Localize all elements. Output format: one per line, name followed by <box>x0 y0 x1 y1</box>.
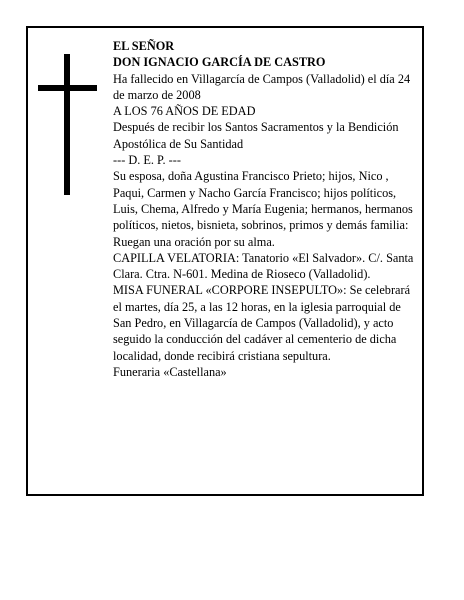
heading: EL SEÑOR <box>113 39 175 53</box>
cross-vertical-bar <box>64 54 70 195</box>
age-line: A LOS 76 AÑOS DE EDAD <box>113 104 256 119</box>
death-statement: Ha fallecido en Villagarcía de Campos (Valladolid) el día 24 de marzo de 2008 <box>113 71 411 102</box>
cross-horizontal-bar <box>38 85 97 91</box>
mass-info: MISA FUNERAL «CORPORE INSEPULTO»: Se celebrará el martes, día 25, a las 12 horas, en la iglesia parroquial de San Pedro, en Villagarcía de Campos (Valladolid), y acto seguido la conducción del cadáver al cementerio de dicha localidad, donde recibirá cristiana sepultura. <box>113 283 411 363</box>
obituary-text <box>113 38 418 380</box>
sacraments-line: Después de recibir los Santos Sacramentos y la Bendición Apostólica de Su Santidad <box>113 120 399 151</box>
deceased-name: DON IGNACIO GARCÍA DE CASTRO <box>113 55 326 70</box>
prayer-request: Ruegan una oración por su alma. <box>113 234 275 249</box>
chapel-info: CAPILLA VELATORIA: Tanatorio «El Salvador». C/. Santa Clara. Ctra. N-601. Medina de Rioseco (Valladolid). <box>113 250 414 282</box>
rip-line: --- D. E. P. --- <box>113 153 181 168</box>
funeral-home: Funeraria «Castellana» <box>113 364 227 379</box>
family-list: Su esposa, doña Agustina Francisco Prieto; hijos, Nico , Paqui, Carmen y Nacho García Francisco; hijos políticos, Luis, Chema, Alfredo y María Eugenia; hermanos, hermanos políticos, nietos, bisnieta, sobrinos, primos y demás familia: <box>113 169 413 233</box>
